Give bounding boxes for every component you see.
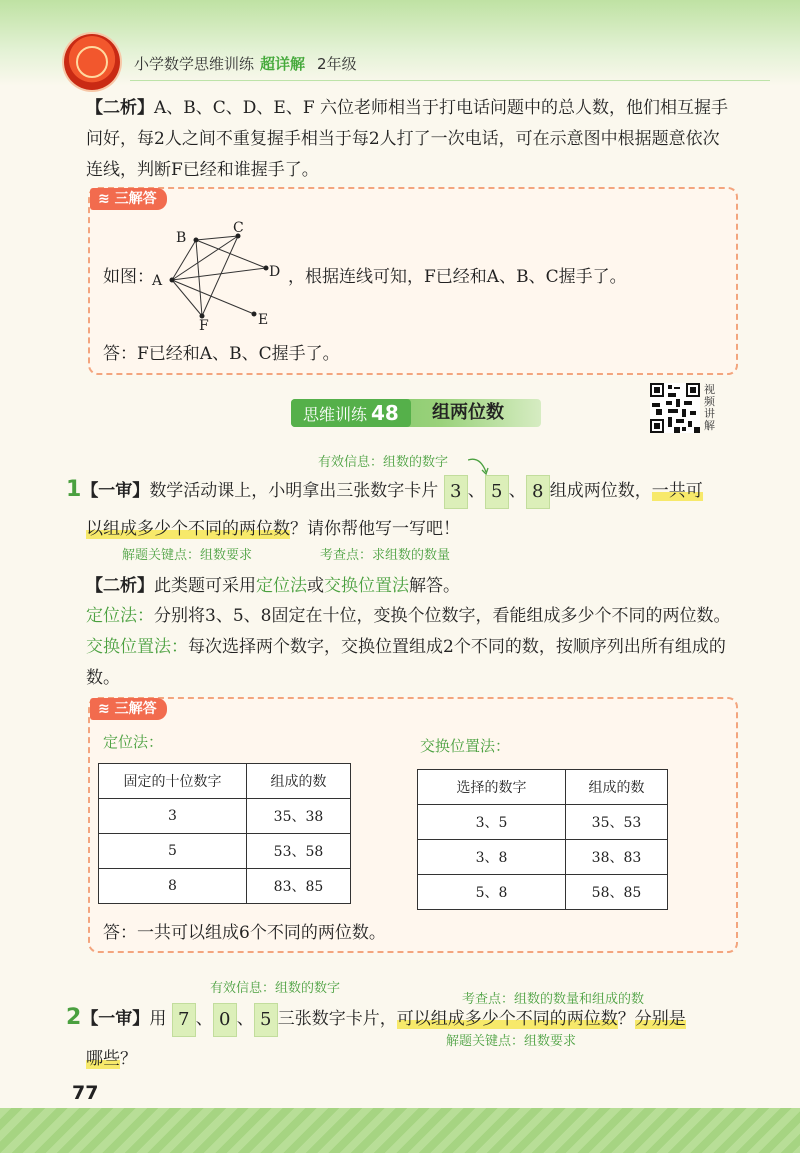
table1-cell: 83、85 [247, 869, 351, 904]
prev-answer: 答：F已经和A、B、C握手了。 [103, 344, 340, 364]
table2-cell: 35、53 [566, 805, 668, 840]
table1-cell: 53、58 [247, 834, 351, 869]
q2-annotation-info: 有效信息：组数的数字 [210, 981, 341, 996]
label-a: A [152, 273, 163, 289]
label-b: B [176, 230, 187, 246]
table1-cell: 5 [99, 834, 247, 869]
table1-cell: 3 [99, 799, 247, 834]
table2-cell: 58、85 [566, 875, 668, 910]
q1-method2: 交换位置法：每次选择两个数字，交换位置组成2个不同的数，按顺序列出所有组成的数。 [86, 637, 726, 688]
table1-title: 定位法： [103, 733, 164, 751]
header-divider [130, 80, 770, 81]
q1-annotation-info: 有效信息：组数的数字 [318, 455, 449, 470]
q1-annotation-key: 解题关键点：组数要求 [122, 548, 253, 563]
label-d: D [269, 264, 281, 280]
table1-cell: 8 [99, 869, 247, 904]
diagram-intro: 如图： [103, 267, 154, 287]
q1-analysis: 【二析】此类题可采用定位法或交换位置法解答。 [86, 576, 460, 596]
table2-title: 交换位置法： [420, 737, 511, 755]
q1-solve-tag: ≋ 三解答 [90, 698, 167, 720]
qr-code-icon[interactable] [650, 383, 700, 433]
q1-annotation-arrow-icon [468, 454, 490, 476]
prev-solve-tag: ≋ 三解答 [90, 188, 167, 210]
q1-card: 5 [485, 475, 509, 509]
table2-header: 选择的数字 [418, 770, 566, 805]
qr-video-label: 视频讲解 [704, 383, 715, 432]
section-label: 思维训练 48 [291, 399, 411, 427]
table2-cell: 3、8 [418, 840, 566, 875]
q1-annotation-check: 考查点：求组数的数量 [320, 548, 451, 563]
publisher-logo-icon [64, 34, 120, 90]
table2-header: 组成的数 [566, 770, 668, 805]
q2-annotation-key: 解题关键点：组数要求 [446, 1034, 577, 1049]
q2-card: 5 [254, 1003, 278, 1037]
q1-line2: 以组成多少个不同的两位数？请你帮他写一写吧！ [86, 519, 460, 539]
label-c: C [233, 220, 244, 236]
q1-card: 3 [444, 475, 468, 509]
q2-card: 7 [172, 1003, 196, 1037]
diagram-conclusion: ，根据连线可知，F已经和A、B、C握手了。 [288, 267, 627, 287]
q2-card: 0 [213, 1003, 237, 1037]
point-a [170, 278, 175, 283]
handshake-diagram [150, 218, 290, 338]
q2-line2: 哪些？ [86, 1049, 137, 1069]
label-f: F [199, 318, 209, 334]
table1-cell: 35、38 [247, 799, 351, 834]
table2-cell: 3、5 [418, 805, 566, 840]
point-e [252, 312, 257, 317]
header-bar [0, 0, 800, 86]
q1-card: 8 [526, 475, 550, 509]
label-e: E [258, 312, 269, 328]
q1-line1: 1【一审】数学活动课上，小明拿出三张数字卡片 3 、 5 、 8 组成两位数，一共可 [66, 474, 703, 509]
section-title: 组两位数 [432, 402, 504, 423]
point-d [264, 266, 269, 271]
table1-header: 组成的数 [247, 764, 351, 799]
table2-cell: 38、83 [566, 840, 668, 875]
q1-answer: 答：一共可以组成6个不同的两位数。 [103, 923, 386, 943]
table2-cell: 5、8 [418, 875, 566, 910]
footer-bar [0, 1108, 800, 1153]
point-b [194, 238, 199, 243]
table2 [417, 769, 668, 910]
table1-header: 固定的十位数字 [99, 764, 247, 799]
prev-analysis: 【二析】A、B、C、D、E、F 六位老师相当于打电话问题中的总人数，他们相互握手问好，每2人之间不重复握手相当于每2人打了一次电话，可在示意图中根据题意依次连线，判断F已经和谁握手了。 [86, 98, 729, 180]
page-number: 77 [72, 1082, 99, 1104]
q2-annotation-check: 考查点：组数的数量和组成的数 [462, 992, 645, 1007]
q2-line1: 2【一审】用 7 、 0 、 5 三张数字卡片，可以组成多少个不同的两位数？分别是 [66, 1002, 686, 1037]
q1-method1: 定位法：分别将3、5、8固定在十位，变换个位数字，看能组成多少个不同的两位数。 [86, 606, 731, 626]
table1 [98, 763, 351, 904]
book-title: 小学数学思维训练 超详解 2年级 [134, 55, 357, 73]
